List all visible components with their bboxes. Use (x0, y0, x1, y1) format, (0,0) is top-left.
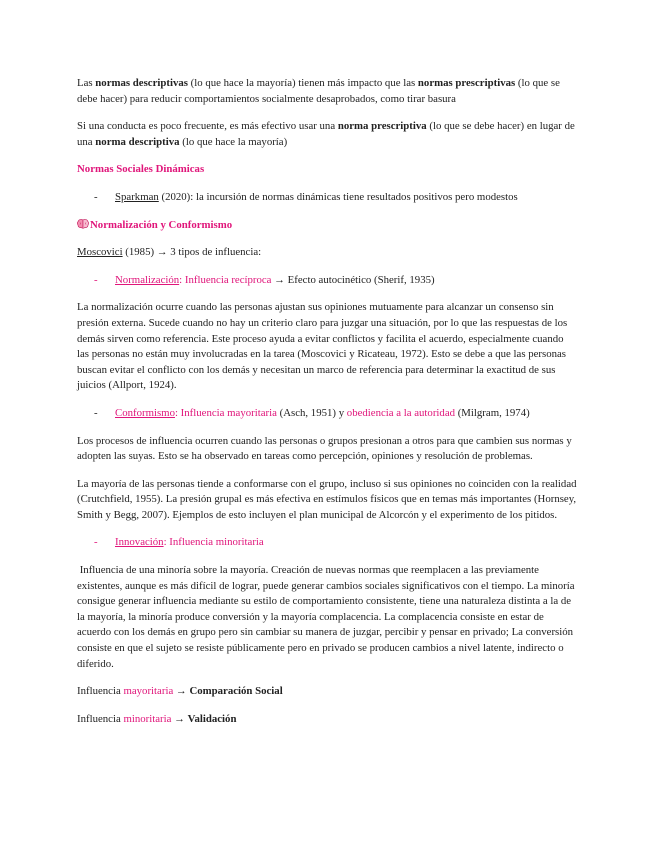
brain-icon (77, 219, 89, 229)
heading-dynamic-norms: Normas Sociales Dinámicas (77, 163, 205, 176)
text: minoritaria (123, 712, 172, 725)
paragraph-descriptive-norms (77, 76, 577, 107)
list-item-sparkman (77, 190, 577, 206)
text: (Milgram, 1974) (455, 406, 530, 419)
text: : Influencia recíproca (179, 273, 272, 286)
text: (2020): la incursión de normas dinámicas tiene resultados positivos pero modestos (158, 190, 518, 203)
text: Influencia (77, 712, 124, 725)
text: (Asch, 1951) y (276, 406, 347, 419)
term-normalizacion: Normalización (115, 273, 180, 286)
document-page (77, 76, 577, 739)
text: : Influencia minoritaria (163, 536, 264, 549)
heading-normalization-conformism (77, 218, 577, 234)
text: obediencia a la autoridad (346, 406, 456, 419)
bullet-dash: - (94, 536, 98, 549)
paragraph-majority: La mayoría de las personas tiende a conformarse con el grupo, incluso si sus opiniones no coinciden con la realidad (Crutchfield, 1955). La presión grupal es más efectiva en estímulos físicos que en temas más importantes (Hornsey, Smith y Begg, 2007). Ejemplos de esto incluyen el plan municipal de Alcorcón y el experimento de los pitidos. (77, 477, 577, 521)
citation-moscovici: Moscovici (77, 246, 123, 259)
term-norma-descriptiva: norma descriptiva (95, 135, 180, 148)
text: Las (77, 77, 96, 89)
line-influencia-minoritaria (77, 712, 577, 728)
term-comparacion-social: Comparación Social (189, 685, 283, 698)
text: → Efecto autocinético (Sherif, 1935) (271, 273, 435, 286)
arrow-text: → (173, 685, 190, 698)
text: (lo que se debe hacer) en lugar de una (77, 120, 575, 148)
text: (1985) → 3 tipos de influencia: (122, 246, 262, 259)
text: Si una conducta es poco frecuente, es más efectivo usar una (77, 120, 338, 133)
text: Influencia (77, 685, 124, 698)
term-validacion: Validación (187, 712, 237, 725)
text: mayoritaria (123, 685, 174, 698)
text: (lo que hace la mayoría) (179, 135, 288, 148)
paragraph-normalizacion: La normalización ocurre cuando las personas ajustan sus opiniones mutuamente para alcanzar un consenso sin presión externa. Sucede cuando no hay un criterio claro para juzgar una situación, por lo que las respuestas de los demás sirven como referencia. Este proceso ayuda a evitar conflictos y facilita el acuerdo, especialmente cuando las personas no están muy involucradas en la tarea (Moscovici y Ricateau, 1972). Esto se debe a que las personas buscan evitar el conflicto con los demás y necesitan un marco de referencia para determinar la exactitud de sus juicios (Allport, 1924). (77, 301, 568, 392)
bullet-dash: - (94, 190, 98, 203)
term-normas-descriptivas: normas descriptivas (95, 77, 188, 89)
paragraph-influence-processes: Los procesos de influencia ocurren cuando las personas o grupos presionan a otros para que cambien sus normas y adopten las suyas. Esto se ha observado en tareas como percepción, opiniones y resolución de problemas. (77, 434, 572, 463)
bullet-dash: - (94, 406, 98, 419)
text: : Influencia mayoritaria (174, 406, 277, 419)
text: (lo que se debe hacer) para reducir comportamientos socialmente desaprobados, como tirar basura (77, 77, 560, 105)
term-conformismo: Conformismo (115, 406, 175, 419)
heading-text: Normalización y Conformismo (90, 218, 233, 231)
paragraph-minority: Influencia de una minoría sobre la mayoría. Creación de nuevas normas que reemplacen a las previamente existentes, aunque es más difícil de lograr, puede generar cambios sociales significativos con el tiempo. La minoría consigue generar influencia mediante su estilo de comportamiento consistente, tiene una naturaleza distinta a la de la mayoría, la minoría produce conversión y la mayoría complacencia. La complacencia consiste en estar de acuerdo con los demás en grupo pero sin cambiar su manera de juzgar, percibir y pensar en privado; La conversión consiste en que el sujeto se resiste públicamente pero en privado se producen cambios a nivel latente, indirecto o diferido. (77, 564, 578, 670)
list-item-innovacion (77, 535, 577, 551)
term-normas-prescriptivas: normas prescriptivas (417, 77, 516, 89)
paragraph-infrequent-conduct (77, 119, 577, 150)
term-innovacion: Innovación (115, 536, 164, 549)
arrow-text: → (171, 712, 188, 725)
line-influencia-mayoritaria (77, 684, 577, 700)
bullet-dash: - (94, 273, 98, 286)
paragraph-moscovici (77, 245, 577, 261)
term-norma-prescriptiva: norma prescriptiva (337, 120, 427, 133)
citation-sparkman: Sparkman (115, 190, 159, 203)
list-item-conformismo (77, 406, 577, 422)
list-item-normalizacion (77, 273, 577, 289)
text: (lo que hace la mayoría) tienen más impacto que las (187, 77, 418, 89)
